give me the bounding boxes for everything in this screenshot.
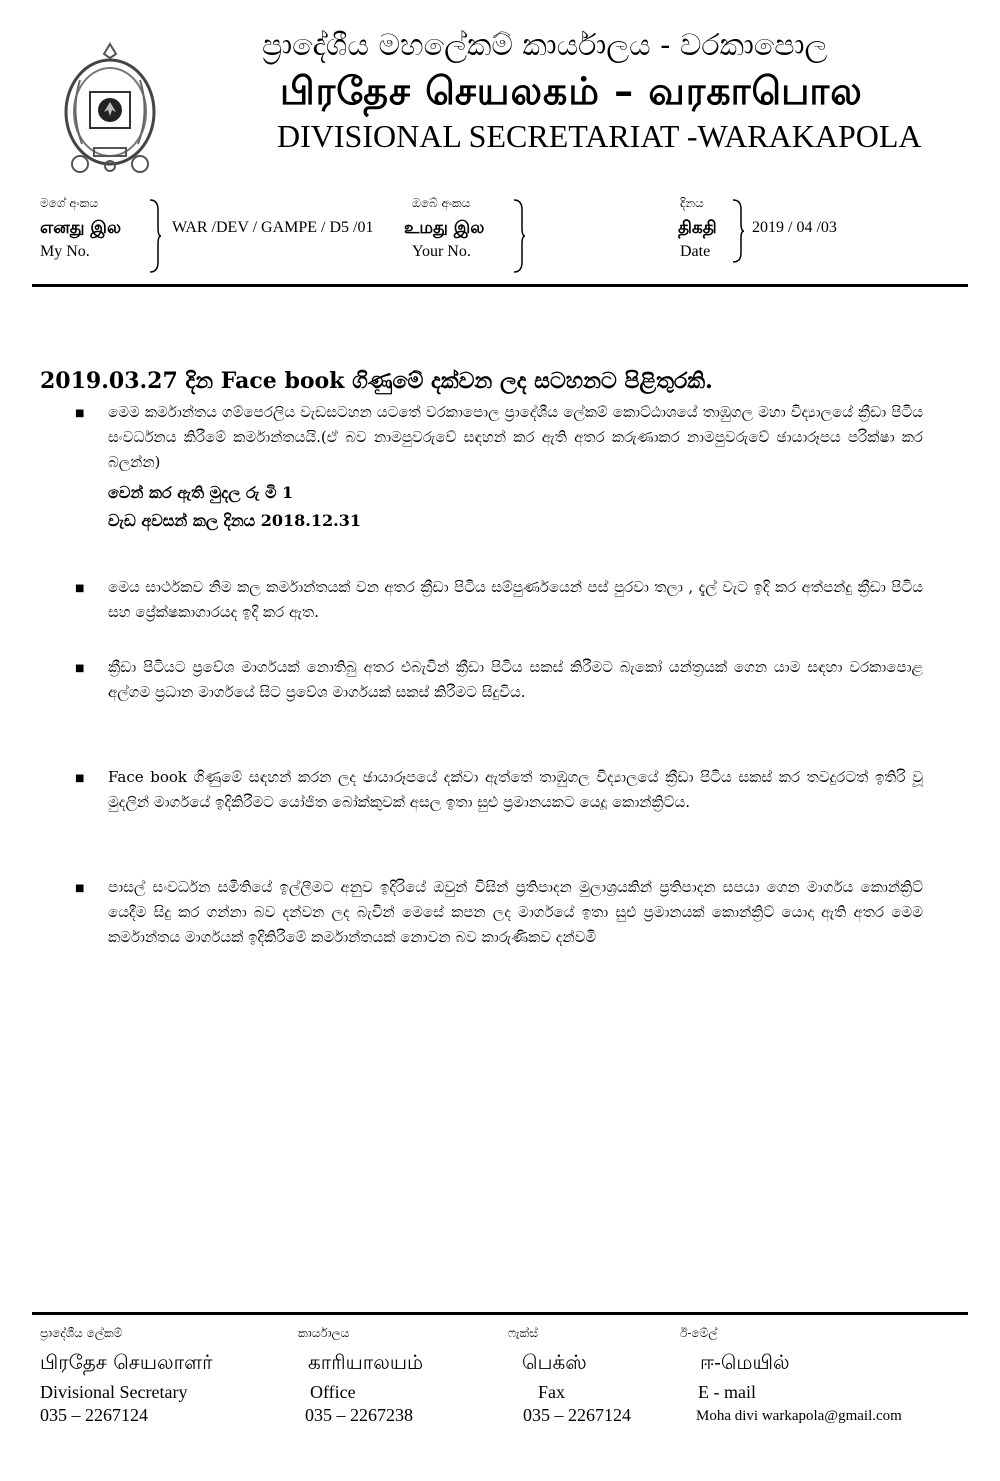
my-no-label-en: My No.: [40, 243, 90, 260]
footer-office-si: කාර්යාලය: [298, 1326, 350, 1340]
allocated-amount: වෙන් කර ඇති මුදල රු මි 1: [108, 483, 294, 502]
paragraph-5: පාසල් සංවර්ධන සමිතියේ ඉල්ලීමට අනුව ඉදිරියේ ඔවුන් විසින් ප්‍රතිපාදන මුලාශ්‍රයකින් ප්‍රතිපාදන සපයා ගෙන මාර්ගය කොන්ක්‍රිට් යෙදීම සිදු කර ගන්නා බව දන්වන ලද බැවින් මෙසේ කපන ලද මාර්ගයේ ඉතා සුළු ප්‍රමානයක් කොන්ක්‍රිට් යොදා ඇති අතර මෙම කර්මාන්තය මාර්ගයක් ඉදිකිරීමේ කර්මාන්තයක් නොවන බව කාරුණිකව දන්වමි: [108, 878, 923, 946]
date-label-en: Date: [680, 243, 711, 260]
bullet-3: ■: [75, 663, 85, 674]
footer-fax-ta: பெக்ஸ்: [522, 1350, 587, 1374]
government-emblem-icon: [60, 40, 160, 180]
office-title-tamil: பிரதேச செயலகம் – வரகாபொல: [280, 68, 863, 113]
footer-fax-en: Fax: [538, 1382, 565, 1402]
footer-office-en: Office: [310, 1382, 356, 1402]
footer-secretary-phone: 035 – 2267124: [40, 1405, 148, 1425]
office-title-english: DIVISIONAL SECRETARIAT -WARAKAPOLA: [277, 118, 922, 154]
footer-office-ta: காரியாலயம்: [308, 1350, 424, 1374]
office-title-sinhala: ප්‍රාදේශීය මහලේකම් කාර්යාලය - වරකාපොල: [262, 28, 828, 63]
date-value: 2019 / 04 /03: [752, 219, 837, 236]
footer-office-phone: 035 – 2267238: [305, 1405, 413, 1425]
footer-fax-si: ෆැක්ස්: [508, 1326, 538, 1340]
bullet-5: ■: [75, 883, 85, 894]
footer-secretary-si: ප්‍රාදේශීය ලේකම්: [40, 1326, 123, 1340]
footer-email-en: E - mail: [698, 1382, 756, 1402]
footer-secretary-en: Divisional Secretary: [40, 1382, 188, 1402]
footer-divider: [32, 1312, 968, 1315]
footer-email-address[interactable]: Moha divi warkapola@gmail.com: [696, 1408, 902, 1424]
date-label-si: දිනය: [680, 196, 704, 210]
header-divider: [32, 284, 968, 287]
your-no-brace: [512, 198, 526, 278]
completion-date: වැඩ අවසන් කල දිනය 2018.12.31: [108, 511, 361, 530]
your-no-label-en: Your No.: [412, 243, 471, 260]
paragraph-2: මෙය සාර්ථකව නිම කල කර්මාන්තයක් වන අතර ක්‍රීඩා පිටිය සම්පුර්ණයෙන් පස් පුරවා තලා , දැල් වැට ඉදි කර අත්පන්දු ක්‍රීඩා පිටිය සහ ප්‍රේක්ෂකාගාරයද ඉදි කර ඇත.: [108, 578, 923, 621]
bullet-1: ■: [75, 408, 85, 419]
bullet-2: ■: [75, 583, 85, 594]
date-brace: [731, 198, 745, 268]
letter-heading: 2019.03.27 දින Face book ගිණුමේ දක්වන ලද සටහනට පිළිතුරකි.: [40, 368, 713, 394]
date-label-ta: திகதி: [678, 218, 717, 238]
paragraph-1: මෙම කර්මාන්තය ගම්පෙරලිය වැඩසටහන යටතේ වරකාපොල ප්‍රාදේශීය ලේකම් කොට්ඨාශයේ තාඹුගල මහා විද්‍යාලයේ ක්‍රීඩා පිටිය සංවර්ධනය කිරීමේ කර්මාන්තයයි.(ඒ බව නාමපුවරුවේ සඳහන් කර ඇති අතර කරුණාකර නාමපුවරුවේ ඡායාරූපය පරික්ෂා කර බලන්න): [108, 403, 923, 471]
your-no-label-ta: உமது இல: [404, 218, 485, 238]
footer-email-si: ඊ-මේල්: [680, 1326, 718, 1340]
paragraph-3: ක්‍රීඩා පිටියට ප්‍රවේශ මාර්ගයක් නොතිබු අතර එබැවින් ක්‍රීඩා පිටිය සකස් කිරීමට බැකෝ යන්ත්‍රයක් ගෙන යාම සඳහා වරකාපොළ අල්ගම ප්‍රධාන මාර්ගයේ සිට ප්‍රවේශ මාර්ගයක් සකස් කිරීමට සිදුවිය.: [108, 658, 923, 701]
footer-email-ta: ஈ-மெயில்: [700, 1350, 790, 1374]
paragraph-4: Face book ගිණුමේ සඳහන් කරන ලද ඡායාරූපයේ දක්වා ඇත්තේ තාඹුගල විද්‍යාලයේ ක්‍රීඩා පිටිය සකස් කර තවදුරටත් ඉතිරි වූ මුදලින් මාර්ගයේ ඉදිකිරීමට යෝජිත බෝක්කුවක් අසල ඉතා සුළු ප්‍රමානයකට යෙදූ කොන්ක්‍රිට්ය.: [108, 768, 923, 811]
my-no-brace: [148, 198, 162, 278]
bullet-4: ■: [75, 773, 85, 784]
your-no-label-si: ඔබේ අංකය: [412, 196, 471, 210]
footer-secretary-ta: பிரதேச செயலாளர்: [40, 1350, 213, 1374]
my-no-label-si: මගේ අංකය: [40, 196, 99, 210]
my-no-label-ta: எனது இல: [40, 218, 122, 238]
footer-fax-phone: 035 – 2267124: [523, 1405, 631, 1425]
my-no-value: WAR /DEV / GAMPE / D5 /01: [172, 219, 374, 236]
